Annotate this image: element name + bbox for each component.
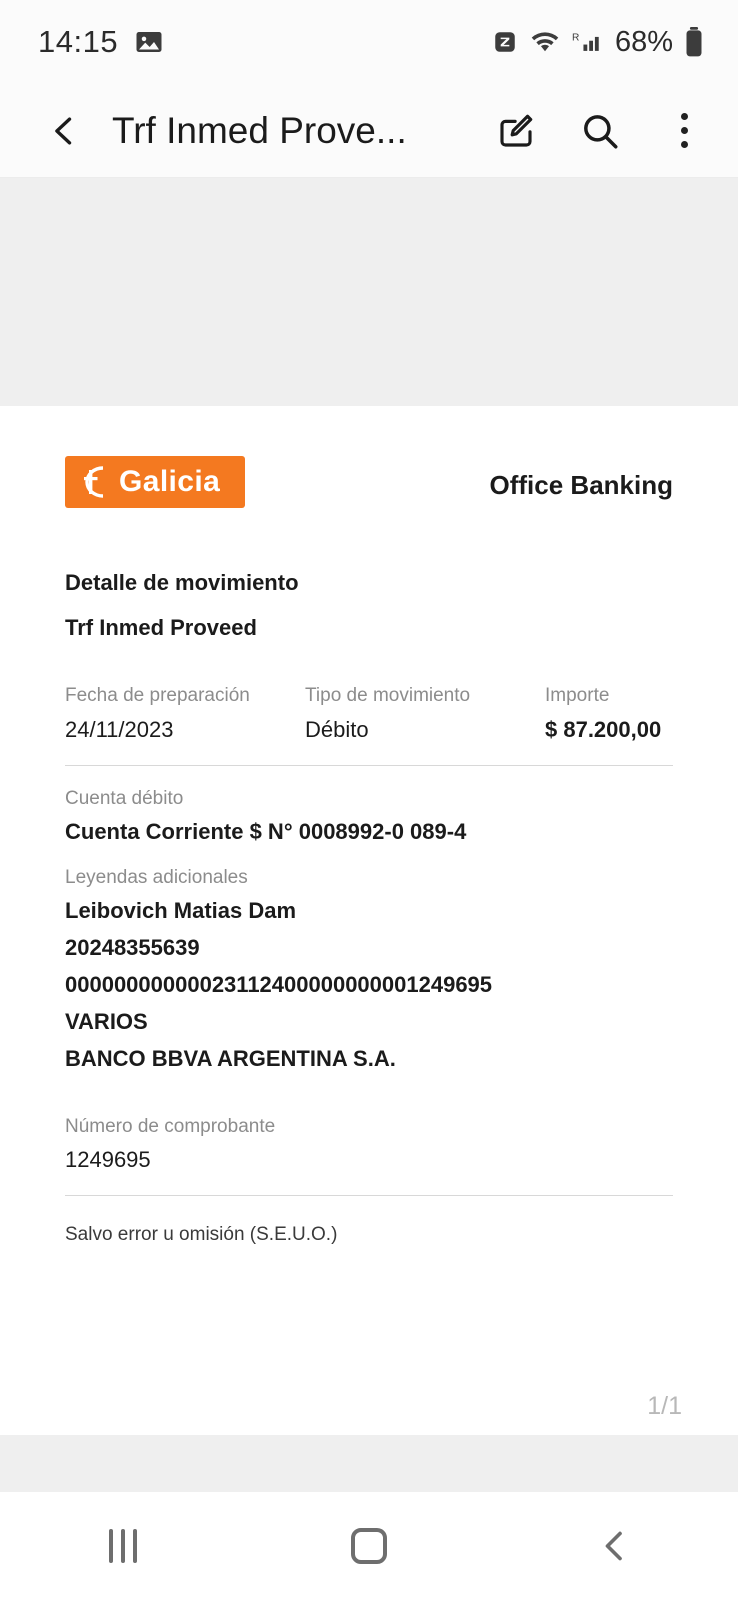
summary-field-date [65, 685, 305, 743]
more-vertical-icon[interactable] [658, 105, 710, 157]
additional-legends-block [65, 867, 673, 1072]
summary-field-amount [545, 685, 673, 743]
divider [65, 1195, 673, 1196]
status-bar-right [492, 26, 704, 59]
receipt-number-label: Número de comprobante [65, 1116, 276, 1137]
document-header [65, 456, 673, 508]
system-navigation-bar [0, 1492, 738, 1600]
summary-value: 24/11/2023 [65, 717, 174, 742]
app-bar-actions [490, 105, 710, 157]
debit-account-label: Cuenta débito [65, 788, 184, 809]
document-subtitle: Trf Inmed Proveed [65, 615, 257, 640]
signal-icon [572, 29, 600, 55]
legend-line: BANCO BBVA ARGENTINA S.A. [65, 1046, 396, 1071]
page-indicator: 1/1 [647, 1392, 682, 1420]
debit-account-block [65, 788, 673, 845]
app-bar [0, 84, 738, 178]
status-clock: 14:15 [38, 24, 119, 59]
back-icon[interactable] [555, 1506, 675, 1586]
galicia-mark-icon [77, 464, 111, 500]
debit-account-value: Cuenta Corriente $ N° 0008992-0 089-4 [65, 819, 467, 844]
summary-row [65, 685, 673, 743]
summary-label: Tipo de movimiento [305, 685, 471, 706]
dnd-icon [492, 29, 518, 55]
receipt-number-block [65, 1116, 673, 1173]
document-page [0, 406, 738, 1435]
search-icon[interactable] [574, 105, 626, 157]
summary-field-type [305, 685, 545, 743]
recents-icon[interactable] [63, 1506, 183, 1586]
summary-label: Fecha de preparación [65, 685, 250, 706]
battery-icon [684, 27, 704, 57]
summary-value: Débito [305, 717, 369, 742]
wifi-icon [529, 29, 561, 55]
additional-legends-label: Leyendas adicionales [65, 867, 248, 888]
document-viewer[interactable] [0, 178, 738, 1492]
footnote: Salvo error u omisión (S.E.U.O.) [65, 1224, 338, 1245]
summary-value: $ 87.200,00 [545, 717, 662, 742]
status-bar [0, 0, 738, 84]
home-icon[interactable] [309, 1506, 429, 1586]
document-title: Detalle de movimiento [65, 570, 299, 595]
legend-line: VARIOS [65, 1009, 148, 1034]
legend-line: 20248355639 [65, 935, 200, 960]
legend-line: Leibovich Matias Dam [65, 898, 297, 923]
svg-text:R: R [571, 32, 580, 44]
receipt-number-value: 1249695 [65, 1147, 151, 1172]
battery-percent-label: 68% [614, 25, 673, 58]
back-chevron-icon[interactable] [36, 103, 92, 159]
galicia-logo-text: Galicia [119, 465, 221, 498]
edit-icon[interactable] [490, 105, 542, 157]
legend-line: 00000000000023112400000000001249695 [65, 972, 493, 997]
page-title: Trf Inmed Prove... [112, 109, 407, 151]
gallery-icon [134, 27, 164, 57]
office-banking-label: Office Banking [489, 470, 673, 500]
galicia-logo [65, 456, 245, 508]
summary-label: Importe [545, 685, 610, 706]
divider [65, 765, 673, 766]
status-bar-left [38, 24, 164, 60]
